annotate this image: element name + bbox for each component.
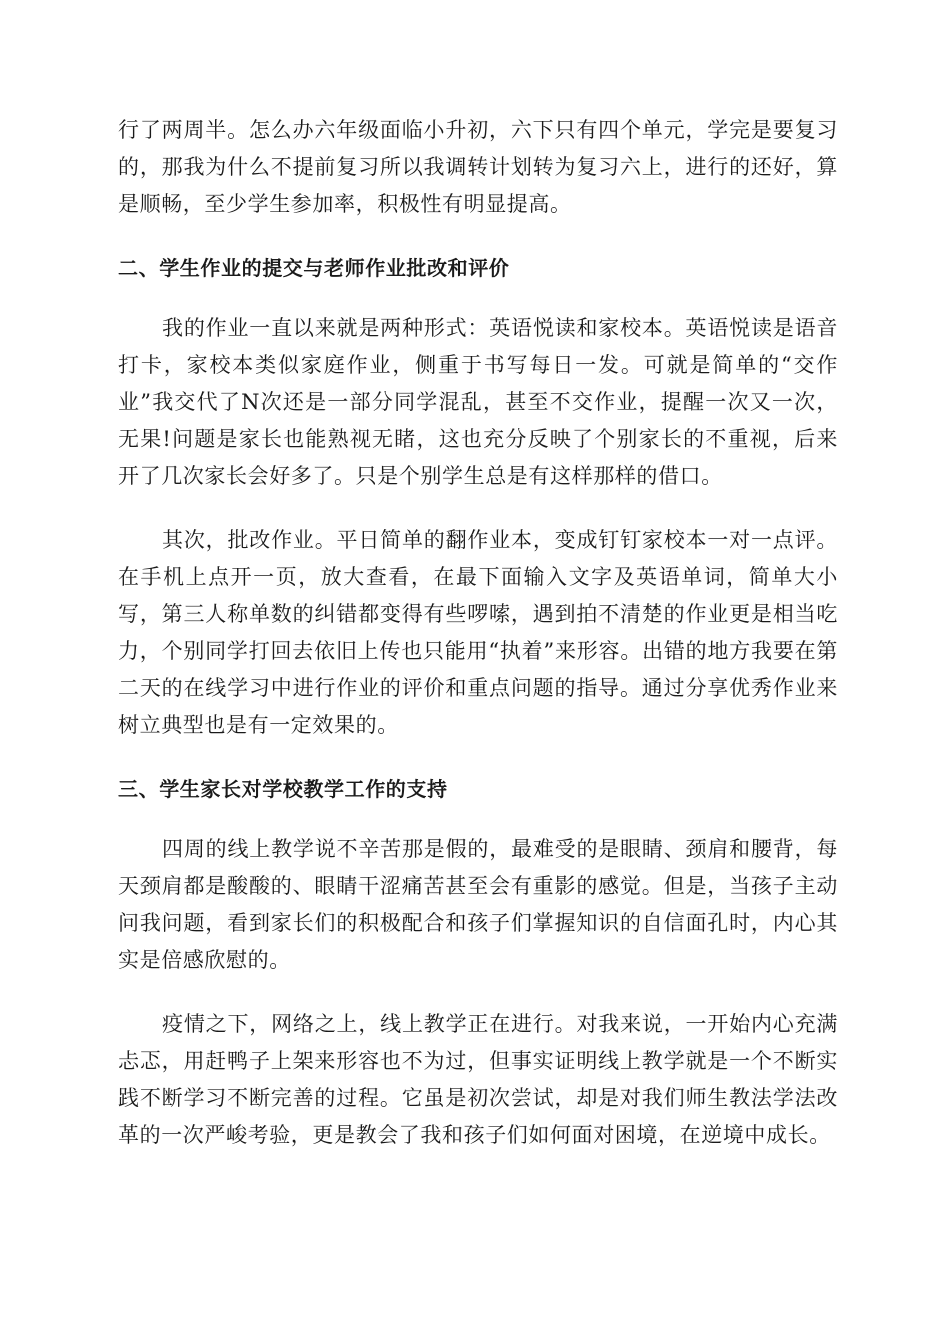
paragraph-conclusion: 疫情之下，网络之上，线上教学正在进行。对我来说，一开始内心充满忐忑，用赶鸭子上架来形容也不为过，但事实证明线上教学就是一个不断实践不断学习不断完善的过程。它虽是初次尝试，却是对我们师生教法学法改革的一次严峻考验，更是教会了我和孩子们如何面对困境，在逆境中成长。	[118, 1012, 838, 1147]
document-body	[118, 112, 838, 1154]
paragraph-continued: 行了两周半。怎么办六年级面临小升初，六下只有四个单元，学完是要复习的，那我为什么不提前复习所以我调转计划转为复习六上，进行的还好，算是顺畅，至少学生参加率，积极性有明显提高。	[118, 118, 838, 216]
paragraph-homework-forms: 我的作业一直以来就是两种形式：英语悦读和家校本。英语悦读是语音打卡，家校本类似家庭作业，侧重于书写每日一发。可就是简单的“交作业”我交代了N次还是一部分同学混乱，甚至不交作业，提醒一次又一次，无果!问题是家长也能熟视无睹，这也充分反映了个别家长的不重视，后来开了几次家长会好多了。只是个别学生总是有这样那样的借口。	[118, 316, 838, 488]
section-heading-homework: 二、学生作业的提交与老师作业批改和评价	[118, 256, 510, 280]
paragraph-online-teaching-hardship: 四周的线上教学说不辛苦那是假的，最难受的是眼睛、颈肩和腰背，每天颈肩都是酸酸的、眼睛干涩痛苦甚至会有重影的感觉。但是，当孩子主动问我问题，看到家长们的积极配合和孩子们掌握知识的自信面孔时，内心其实是倍感欣慰的。	[118, 837, 838, 972]
section-heading-parent-support: 三、学生家长对学校教学工作的支持	[118, 777, 448, 801]
paragraph-homework-grading: 其次，批改作业。平日简单的翻作业本，变成钉钉家校本一对一点评。在手机上点开一页，放大查看，在最下面输入文字及英语单词，简单大小写，第三人称单数的纠错都变得有些啰嗦，遇到拍不清楚的作业更是相当吃力，个别同学打回去依旧上传也只能用“执着”来形容。出错的地方我要在第二天的在线学习中进行作业的评价和重点问题的指导。通过分享优秀作业来树立典型也是有一定效果的。	[118, 528, 838, 737]
